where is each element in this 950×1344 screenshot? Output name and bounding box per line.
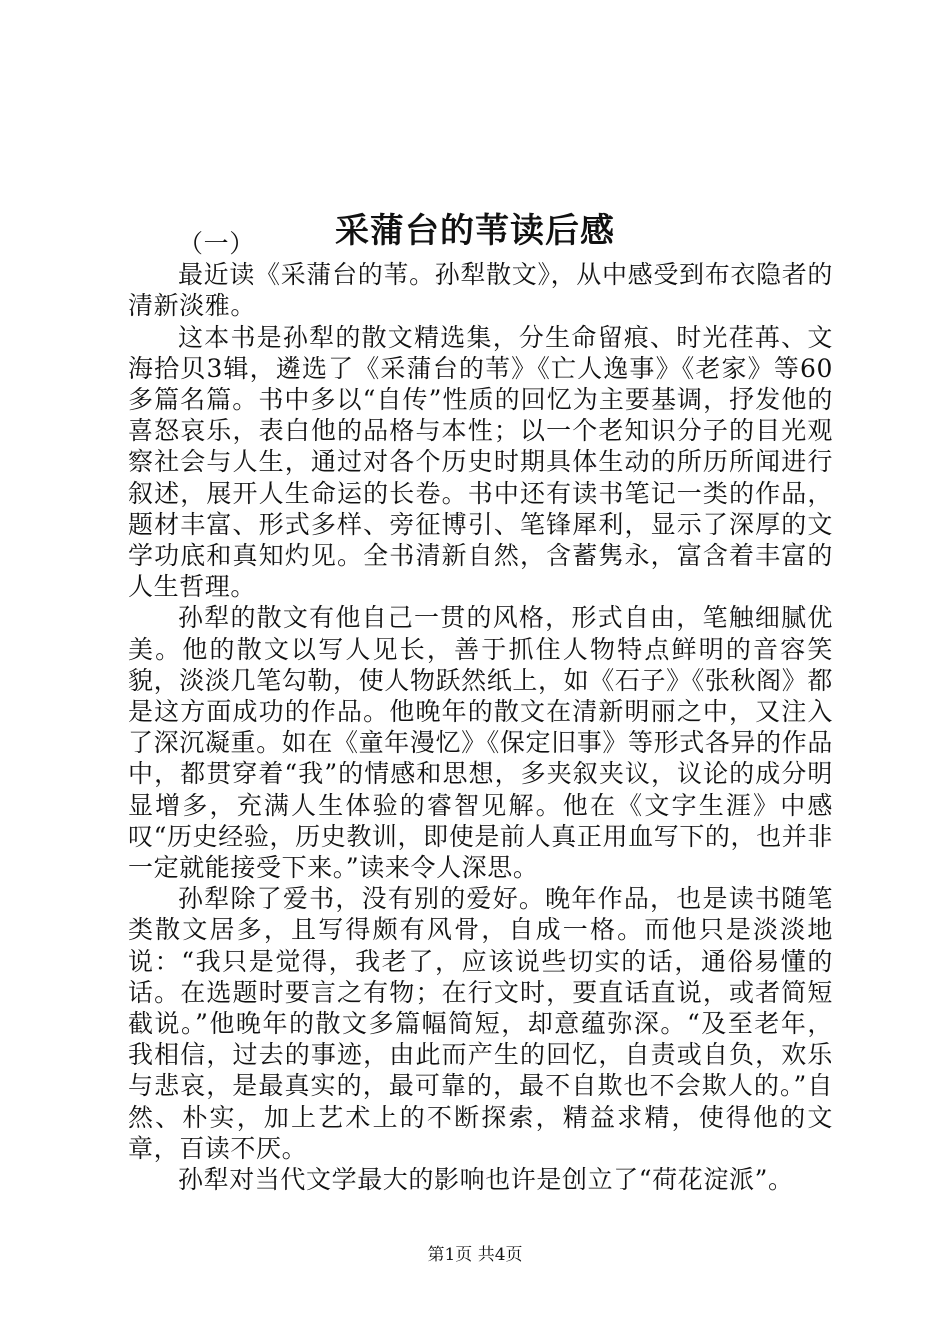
- page-footer: 第1页 共4页: [427, 1245, 523, 1265]
- document-title: 采蒲台的苇读后感: [335, 210, 615, 251]
- paragraph: 孙犁除了爱书，没有别的爱好。晚年作品，也是读书随笔类散文居多，且写得颇有风骨，自成一格。而他只是淡淡地说：“我只是觉得，我老了，应该说些切实的话，通俗易懂的话。在选题时要言之有物；在行文时，要直话直说，或者简短截说。”他晚年的散文多篇幅简短，却意蕴弥深。“及至老年，我相信，过去的事迹，由此而产生的回忆，自责或自负，欢乐与悲哀，是最真实的，最可靠的，最不自欺也不会欺人的。”自然、朴实，加上艺术上的不断探索，精益求精，使得他的文章，百读不厌。: [128, 884, 833, 1163]
- paragraph: 最近读《采蒲台的苇。孙犁散文》，从中感受到布衣隐者的清新淡雅。: [128, 260, 833, 321]
- document-body: [128, 228, 833, 1195]
- paragraph: 孙犁的散文有他自己一贯的风格，形式自由，笔触细腻优美。他的散文以写人见长，善于抓住人物特点鲜明的音容笑貌，淡淡几笔勾勒，使人物跃然纸上，如《石子》《张秋阁》都是这方面成功的作品。他晚年的散文在清新明丽之中，又注入了深沉凝重。如在《童年漫忆》《保定旧事》等形式各异的作品中，都贯穿着“我”的情感和思想，多夹叙夹议，议论的成分明显增多，充满人生体验的睿智见解。他在《文字生涯》中感叹“历史经验，历史教训，即使是前人真正用血写下的，也并非一定就能接受下来。”读来令人深思。: [128, 603, 833, 883]
- section-heading: （一）: [178, 229, 255, 258]
- paragraph: 孙犁对当代文学最大的影响也许是创立了“荷花淀派”。: [178, 1165, 794, 1195]
- paragraph: 这本书是孙犁的散文精选集，分生命留痕、时光荏苒、文海拾贝3辑，遴选了《采蒲台的苇》《亡人逸事》《老家》等60多篇名篇。书中多以“自传”性质的回忆为主要基调，抒发他的喜怒哀乐，表白他的品格与本性；以一个老知识分子的目光观察社会与人生，通过对各个历史时期具体生动的所历所闻进行叙述，展开人生命运的长卷。书中还有读书笔记一类的作品，题材丰富、形式多样、旁征博引、笔锋犀利，显示了深厚的文学功底和真知灼见。全书清新自然，含蓄隽永，富含着丰富的人生哲理。: [128, 322, 833, 602]
